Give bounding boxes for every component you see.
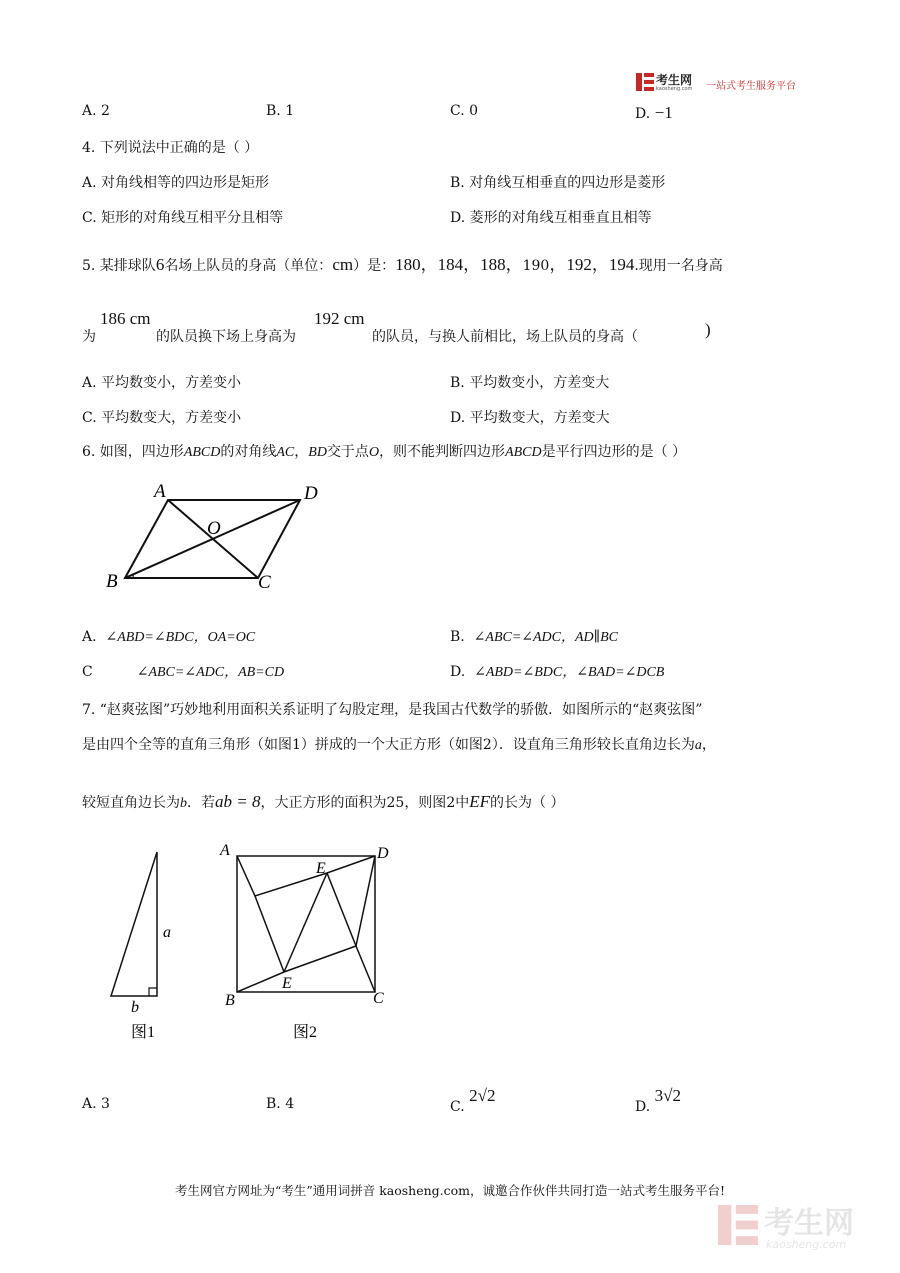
q5-stem-2a: 为 <box>82 329 96 345</box>
header-logo <box>636 70 806 100</box>
fig2-caption: 图2 <box>293 1024 318 1041</box>
fig2-label-b: B <box>225 992 235 1009</box>
figure-1-right-triangle <box>95 840 205 1045</box>
inner-line-mid-right <box>327 873 356 946</box>
watermark-text: 考生网 <box>764 1206 854 1241</box>
q6-option-a: A. ∠ABD=∠BDC，OA=OC <box>82 629 256 645</box>
q6-option-d: D. ∠ABD=∠BDC，∠BAD=∠DCB <box>450 664 665 680</box>
fig1-label-b: b <box>131 999 139 1016</box>
label-c: C <box>258 572 271 593</box>
logo-slogan: 一站式考生服务平台 <box>706 81 796 92</box>
inner-line-bottom-right <box>356 946 375 992</box>
q7-line3: 较短直角边长为b．若ab = 8，大正方形的面积为25，则图2中EF的长为（ ） <box>82 792 565 811</box>
watermark-sub: kaosheng.com <box>766 1238 847 1251</box>
fig2-label-d: D <box>377 845 389 862</box>
q4-option-d: D. 菱形的对角线互相垂直且相等 <box>450 210 652 226</box>
q7-option-d: D. 3√2 <box>635 1086 681 1115</box>
q7-option-b: B. 4 <box>266 1096 295 1112</box>
q4-option-c: C. 矩形的对角线互相平分且相等 <box>82 210 284 226</box>
fig2-label-e-top: E <box>316 860 326 877</box>
fig2-label-a: A <box>220 842 230 859</box>
segment-ef <box>284 873 327 972</box>
fig1-label-a: a <box>163 924 171 941</box>
q5-option-b: B. 平均数变小，方差变大 <box>450 375 610 391</box>
fig1-caption: 图1 <box>131 1024 156 1041</box>
label-d: D <box>304 483 318 504</box>
q5-stem-line1: 5. 某排球队6名场上队员的身高（单位：cm）是：180，184，188，190，192，194.现用一名身高 <box>82 255 723 274</box>
watermark <box>718 1198 878 1256</box>
label-o: O <box>207 518 221 539</box>
q5-height-192: 192 cm <box>314 309 365 328</box>
inner-line-left <box>255 896 284 972</box>
q4-option-a: A. 对角线相等的四边形是矩形 <box>82 175 270 191</box>
q6-option-c: C ∠ABC=∠ADC，AB=CD <box>82 664 285 680</box>
q5-option-a: A. 平均数变小，方差变小 <box>82 375 242 391</box>
fig2-label-c: C <box>373 990 384 1007</box>
q4-option-b: B. 对角线互相垂直的四边形是菱形 <box>450 175 666 191</box>
diagonal-bd <box>125 500 300 578</box>
right-angle-mark <box>149 988 157 996</box>
q3-option-b: B. 1 <box>266 103 295 119</box>
logo-url: kaosheng.com <box>656 86 693 92</box>
q6-option-b: B. ∠ABC=∠ADC，AD∥BC <box>450 629 619 645</box>
q5-stem-2c: 的队员，与换人前相比，场上队员的身高（ <box>372 329 638 345</box>
footer-text: 考生网官方网址为“考生”通用词拼音 kaosheng.com，诚邀合作伙伴共同打造一站式考生服务平台! <box>174 1183 726 1198</box>
figure-2-zhao-shuang-square <box>215 835 405 1045</box>
q5-stem-2b: 的队员换下场上身高为 <box>156 329 296 345</box>
q5-stem-2d: ) <box>705 320 711 339</box>
q6-stem: 6. 如图，四边形ABCD的对角线AC，BD交于点O，则不能判断四边形ABCD是平行四边形的是（ ） <box>82 444 687 460</box>
q7-option-a: A. 3 <box>82 1096 110 1112</box>
logo-name: 考生网 <box>656 73 693 87</box>
q7-line2: 是由四个全等的直角三角形（如图1）拼成的一个大正方形（如图2）．设直角三角形较长直角边长为a， <box>82 737 716 753</box>
q7-option-c: C. 2√2 <box>450 1086 496 1115</box>
label-b: B <box>106 571 118 592</box>
inner-line-bottom <box>237 946 356 992</box>
q3-option-d: D. −1 <box>635 103 673 122</box>
inner-line-top <box>237 856 375 896</box>
q3-option-c: C. 0 <box>450 103 479 119</box>
kaosheng-logo-icon <box>636 72 654 92</box>
q3-option-a: A. 2 <box>82 103 110 119</box>
inner-line-right <box>356 856 375 946</box>
watermark-logo-icon <box>718 1202 758 1248</box>
right-triangle <box>111 852 157 996</box>
parallelogram-figure <box>100 475 340 600</box>
fig2-label-e-bottom: E <box>282 975 292 992</box>
q4-stem: 4. 下列说法中正确的是（ ） <box>82 140 259 156</box>
big-square <box>237 856 375 992</box>
q5-height-186: 186 cm <box>100 309 151 328</box>
q7-line1: 7. “赵爽弦图”巧妙地利用面积关系证明了勾股定理，是我国古代数学的骄傲．如图所示的“赵爽弦图” <box>82 702 703 718</box>
q5-option-d: D. 平均数变大，方差变大 <box>450 410 610 426</box>
label-a: A <box>154 481 166 502</box>
q5-option-c: C. 平均数变大，方差变小 <box>82 410 242 426</box>
